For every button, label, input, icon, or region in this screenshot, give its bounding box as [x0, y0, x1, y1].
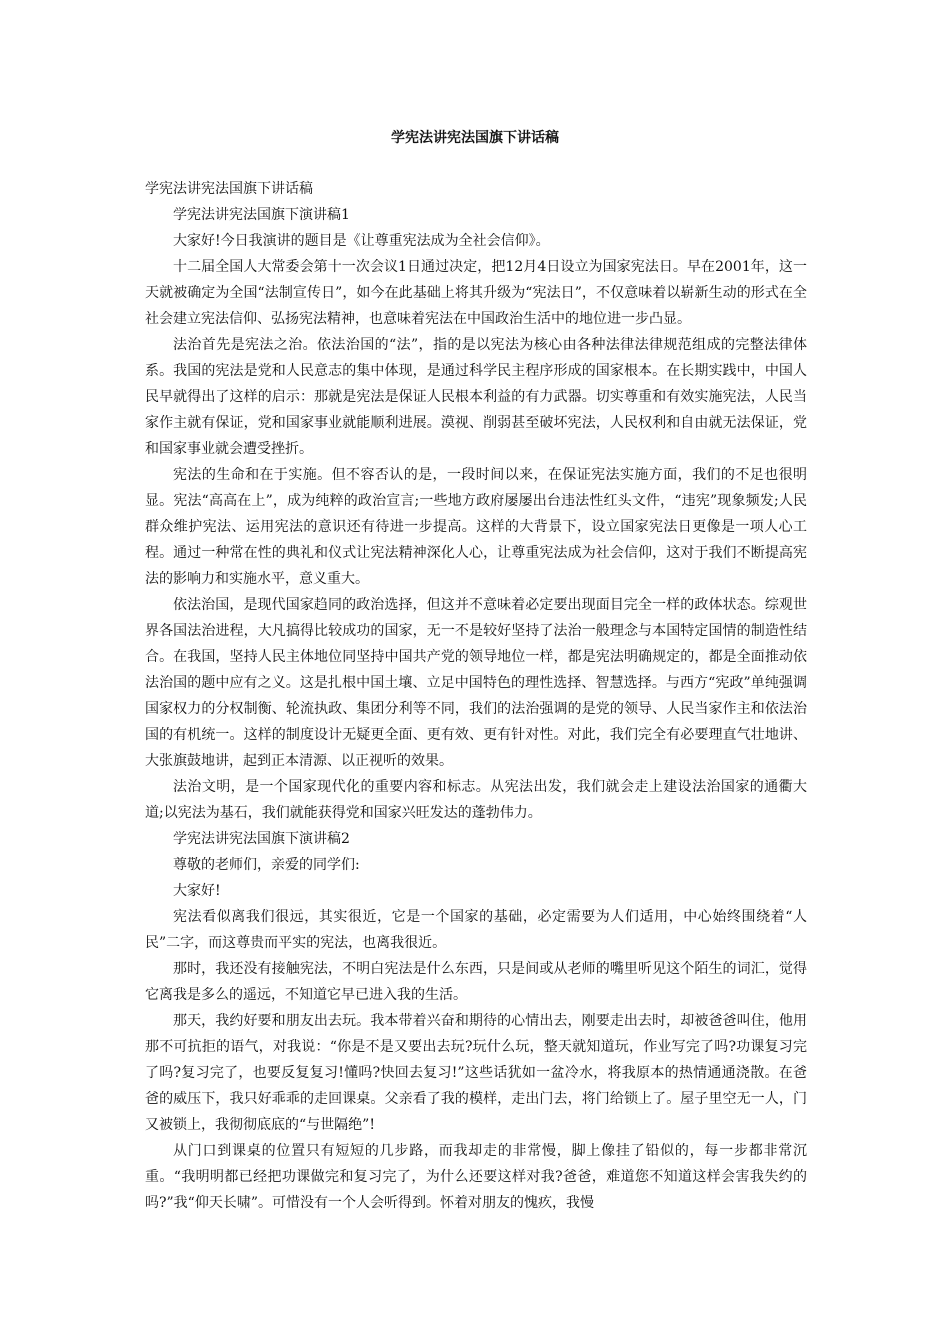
- paragraph: 依法治国，是现代国家趋同的政治选择，但这并不意味着必定要出现面目完全一样的政体状态。综观世界各国法治进程，大凡搞得比较成功的国家，无一不是较好坚持了法治一般理念与本国特定国情的制造性结合。在我国，坚持人民主体地位同坚持中国共产党的领导地位一样，都是宪法明确规定的，都是全面推动依法治国的题中应有之义。这是扎根中国土壤、立足中国特色的理性选择、智慧选择。与西方“宪政”单纯强调国家权力的分权制衡、轮流执政、集团分利等不同，我们的法治强调的是党的领导、人民当家作主和依法治国的有机统一。这样的制度设计无疑更全面、更有效、更有针对性。对此，我们完全有必要理直气壮地讲、大张旗鼓地讲，起到正本清源、以正视听的效果。: [145, 597, 807, 769]
- paragraph: 学宪法讲宪法国旗下演讲稿1: [173, 207, 350, 223]
- paragraph: 十二届全国人大常委会第十一次会议1日通过决定，把12月4日设立为国家宪法日。早在2001年，这一天就被确定为全国“法制宣传日”，如今在此基础上将其升级为“宪法日”，不仅意味着以崭新生动的形式在全社会建立宪法信仰、弘扬宪法精神，也意味着宪法在中国政治生活中的地位进一步凸显。: [145, 259, 807, 327]
- paragraph: 学宪法讲宪法国旗下演讲稿2: [173, 831, 350, 847]
- document-title: 学宪法讲宪法国旗下讲话稿: [391, 130, 559, 146]
- paragraph: 宪法看似离我们很远，其实很近，它是一个国家的基础，必定需要为人们适用，中心始终围绕着“人民”二字，而这尊贵而平实的宪法，也离我很近。: [145, 909, 807, 951]
- document-body: [145, 176, 807, 1216]
- paragraph: 那天，我约好要和朋友出去玩。我本带着兴奋和期待的心情出去，刚要走出去时，却被爸爸叫住，他用那不可抗拒的语气，对我说：“你是不是又要出去玩?玩什么玩，整天就知道玩，作业写完了吗?功课复习完了吗?复习完了，也要反复复习!懂吗?快回去复习!”这些话犹如一盆冷水，将我原本的热情通通浇散。在爸爸的威压下，我只好乖乖的走回课桌。父亲看了我的模样，走出门去，将门给锁上了。屋子里空无一人，门又被锁上，我彻彻底底的“与世隔绝”!: [145, 1013, 807, 1133]
- paragraph: 法治首先是宪法之治。依法治国的“法”，指的是以宪法为核心由各种法律法律规范组成的完整法律体系。我国的宪法是党和人民意志的集中体现，是通过科学民主程序形成的国家根本。在长期实践中，中国人民早就得出了这样的启示：那就是宪法是保证人民根本利益的有力武器。切实尊重和有效实施宪法，人民当家作主就有保证，党和国家事业就能顺利进展。漠视、削弱甚至破坏宪法，人民权利和自由就无法保证，党和国家事业就会遭受挫折。: [145, 337, 807, 457]
- paragraph: 法治文明，是一个国家现代化的重要内容和标志。从宪法出发，我们就会走上建设法治国家的通衢大道;以宪法为基石，我们就能获得党和国家兴旺发达的蓬勃伟力。: [145, 779, 807, 821]
- paragraph: 大家好!: [173, 883, 221, 899]
- paragraph: 那时，我还没有接触宪法，不明白宪法是什么东西，只是间或从老师的嘴里听见这个陌生的词汇，觉得它离我是多么的遥远，不知道它早已进入我的生活。: [145, 961, 807, 1003]
- paragraph: 宪法的生命和在于实施。但不容否认的是，一段时间以来，在保证宪法实施方面，我们的不足也很明显。宪法“高高在上”，成为纯粹的政治宣言;一些地方政府屡屡出台违法性红头文件，“违宪”现象频发;人民群众维护宪法、运用宪法的意识还有待进一步提高。这样的大背景下，设立国家宪法日更像是一项人心工程。通过一种常在性的典礼和仪式让宪法精神深化人心，让尊重宪法成为社会信仰，这对于我们不断提高宪法的影响力和实施水平，意义重大。: [145, 467, 807, 587]
- paragraph: 尊敬的老师们，亲爱的同学们:: [173, 857, 360, 873]
- paragraph: 学宪法讲宪法国旗下讲话稿: [145, 181, 313, 197]
- paragraph: 大家好!今日我演讲的题目是《让尊重宪法成为全社会信仰》。: [173, 233, 550, 249]
- paragraph: 从门口到课桌的位置只有短短的几步路，而我却走的非常慢，脚上像挂了铅似的，每一步都非常沉重。“我明明都已经把功课做完和复习完了，为什么还要这样对我?爸爸，难道您不知道这样会害我失约的吗?”我“仰天长啸”。可惜没有一个人会听得到。怀着对朋友的愧疚，我慢: [145, 1143, 807, 1211]
